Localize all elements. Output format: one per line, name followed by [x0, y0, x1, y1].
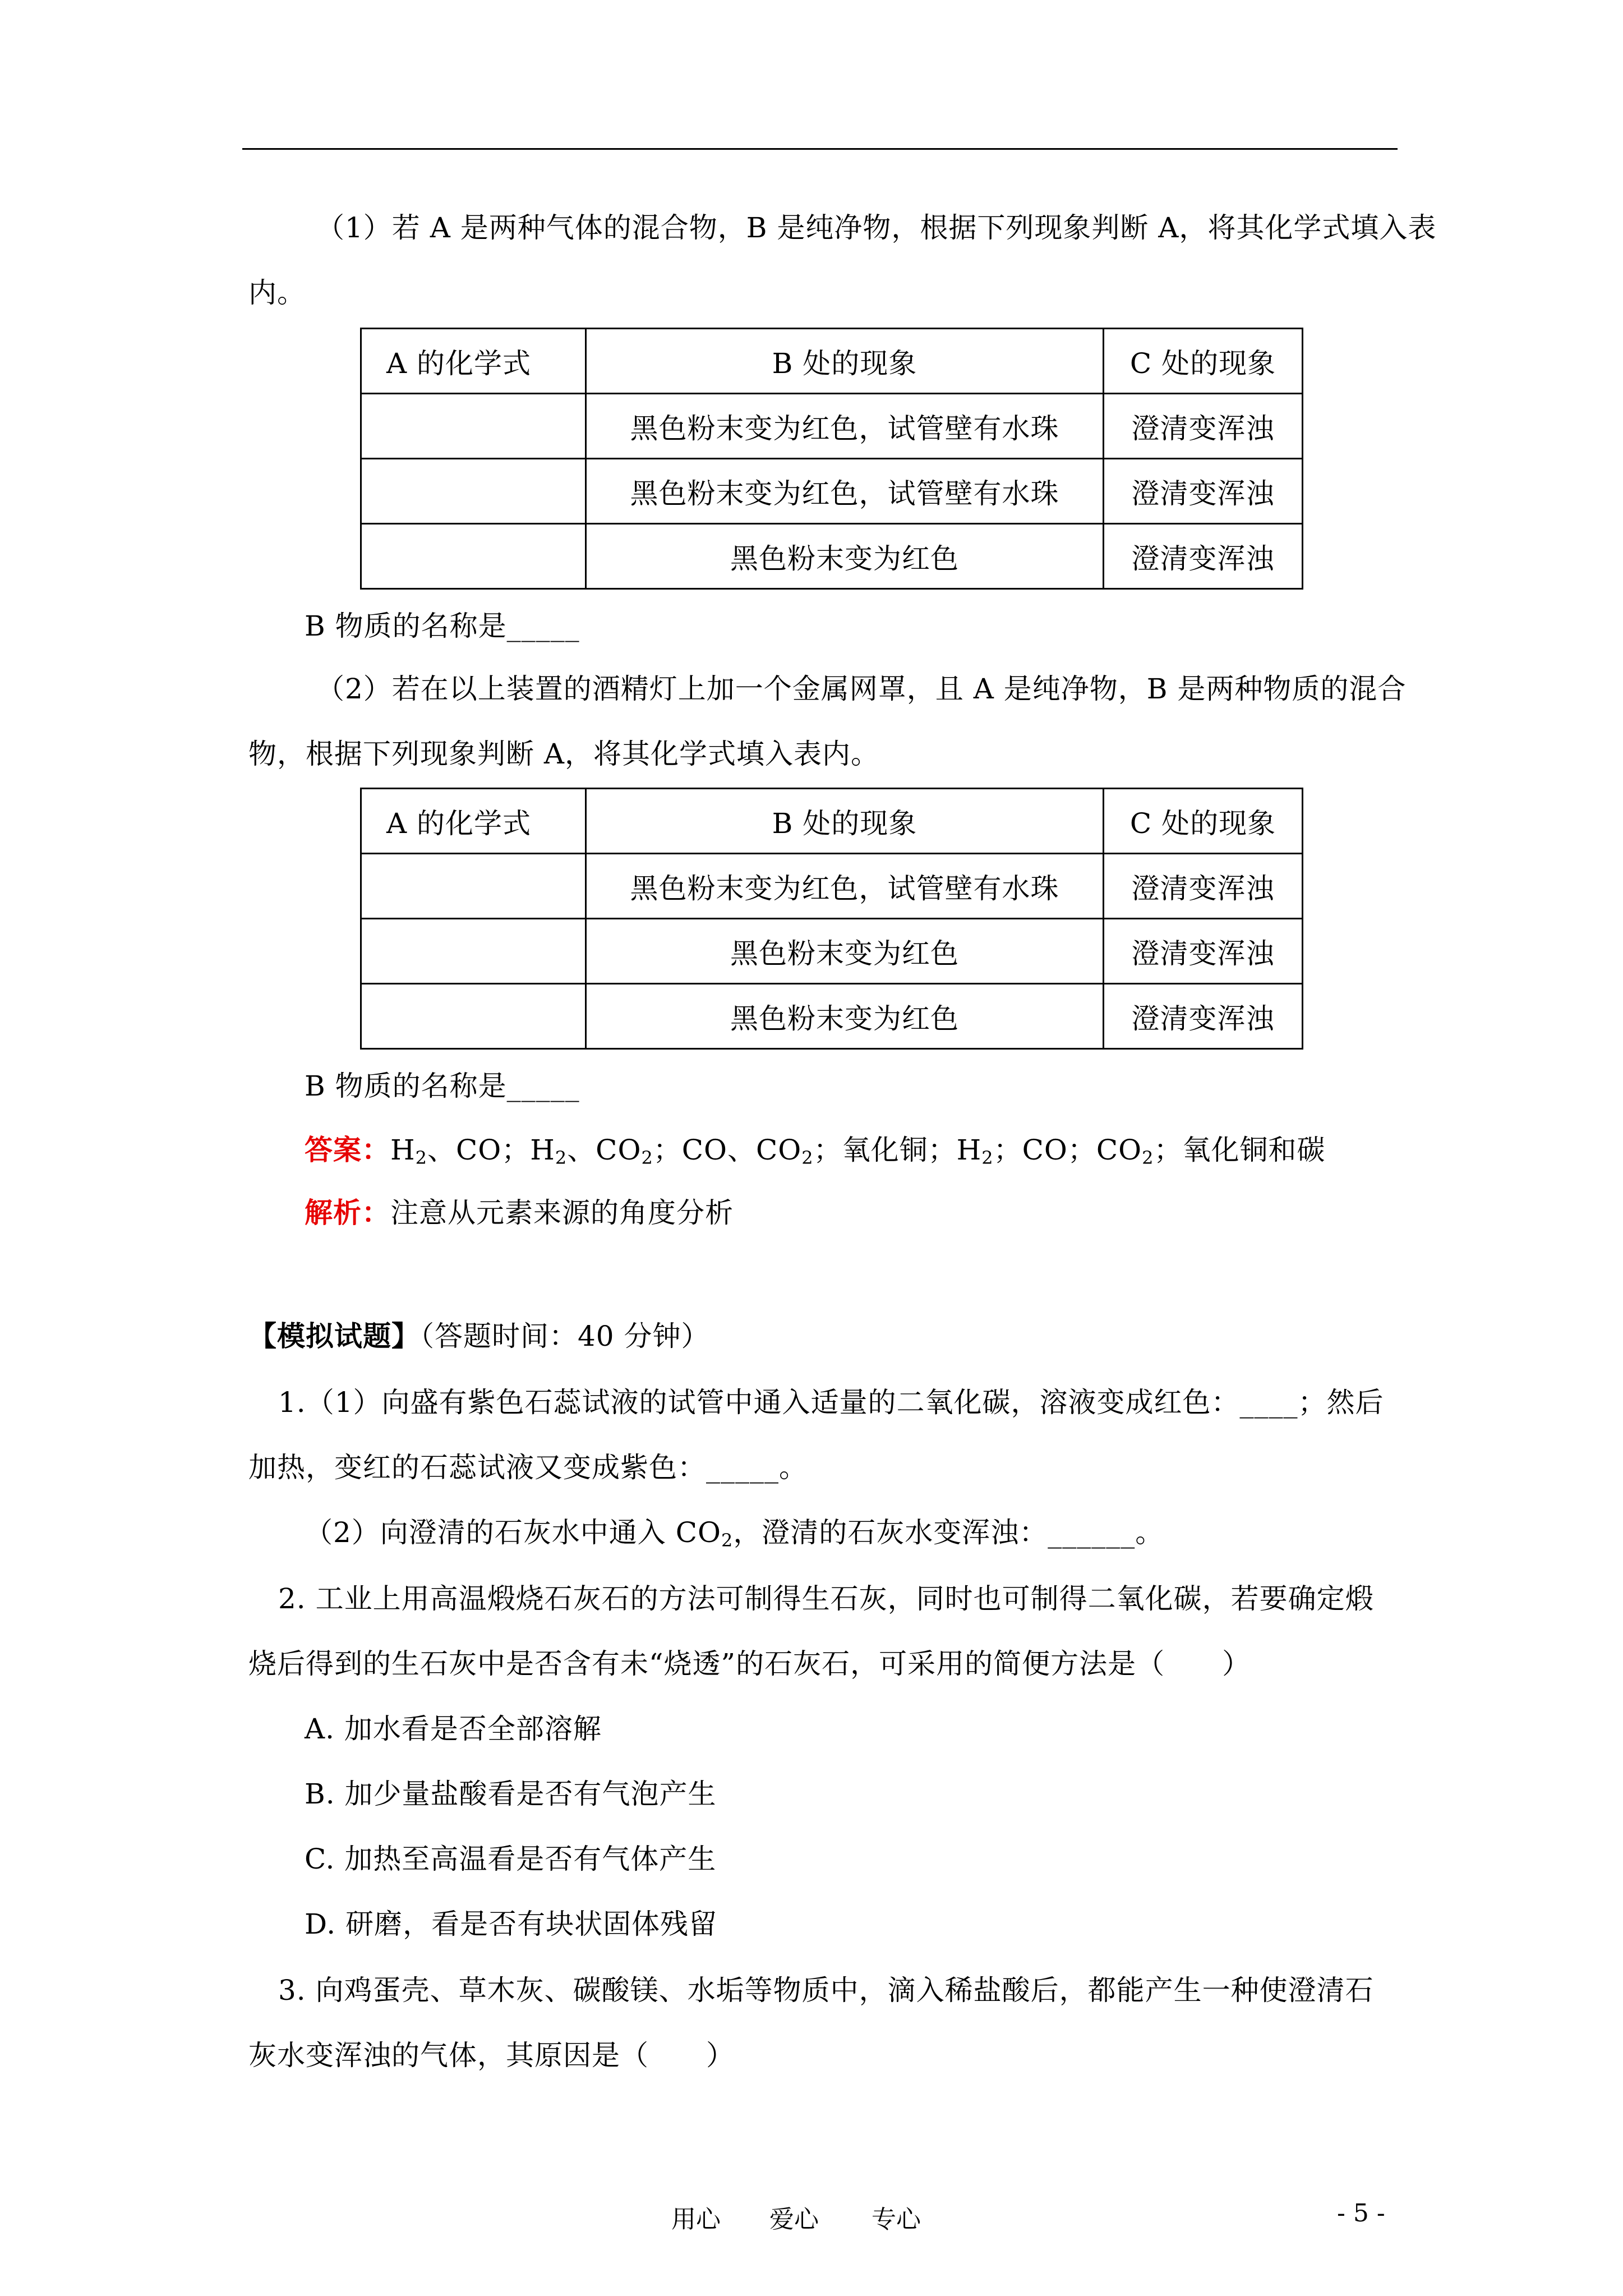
- q2-intro-line1: （2）若在以上装置的酒精灯上加一个金属网罩，且 A 是纯净物，B 是两种物质的混合: [316, 673, 1407, 705]
- q2-intro-line2: 物，根据下列现象判断 A，将其化学式填入表内。: [248, 738, 880, 770]
- analysis-text: 注意从元素来源的角度分析: [390, 1197, 734, 1229]
- subscript: 2: [1142, 1147, 1154, 1168]
- question-3-line2: 灰水变浑浊的气体，其原因是（ ）: [248, 2039, 735, 2072]
- mock-time: （答题时间：40 分钟）: [420, 1320, 710, 1352]
- question-3-line1: 3. 向鸡蛋壳、草木灰、碳酸镁、水垢等物质中，滴入稀盐酸后，都能产生一种使澄清石: [278, 1974, 1374, 2007]
- q1-intro-line2: 内。: [248, 277, 306, 309]
- mock-heading: [248, 1318, 710, 1354]
- c-phenomenon-cell: 澄清变浑浊: [1104, 524, 1303, 589]
- header-cell: C 处的现象: [1104, 789, 1303, 854]
- c-phenomenon-cell: 澄清变浑浊: [1104, 459, 1303, 524]
- table-row: [361, 854, 1303, 919]
- page-number: - 5 -: [1337, 2199, 1385, 2228]
- formula-cell: [361, 459, 586, 524]
- answer-text: ；氧化铜和碳: [1154, 1134, 1326, 1166]
- answer-text: ；氧化铜；H: [813, 1134, 982, 1166]
- formula-cell: [361, 854, 586, 919]
- question-text: ，澄清的石灰水变浑浊：______。: [733, 1516, 1164, 1549]
- option-c: C. 加热至高温看是否有气体产生: [305, 1843, 717, 1875]
- subscript: 2: [981, 1147, 994, 1168]
- b-phenomenon-cell: 黑色粉末变为红色: [586, 524, 1104, 589]
- b-phenomenon-cell: 黑色粉末变为红色: [586, 919, 1104, 984]
- header-cell: C 处的现象: [1104, 329, 1303, 394]
- question-2-line2: 烧后得到的生石灰中是否含有未“烧透”的石灰石，可采用的简便方法是（ ）: [248, 1648, 1251, 1680]
- c-phenomenon-cell: 澄清变浑浊: [1104, 919, 1303, 984]
- b-phenomenon-cell: 黑色粉末变为红色，试管壁有水珠: [586, 459, 1104, 524]
- b-phenomenon-cell: 黑色粉末变为红色，试管壁有水珠: [586, 394, 1104, 459]
- question-1-line1: 1.（1）向盛有紫色石蕊试液的试管中通入适量的二氧化碳，溶液变成红色：____；然后: [278, 1386, 1384, 1419]
- question-1b: [305, 1515, 1164, 1550]
- answer-text: ；CO、CO: [653, 1134, 802, 1166]
- answer-line: [305, 1132, 1325, 1168]
- formula-cell: [361, 919, 586, 984]
- q1-intro-line1: （1）若 A 是两种气体的混合物，B 是纯净物，根据下列现象判断 A，将其化学式填入表: [316, 211, 1437, 244]
- answer-text: 、CO: [567, 1134, 642, 1166]
- header-rule: [242, 148, 1398, 150]
- footer-slogan-1: 用心: [671, 2205, 721, 2234]
- q2-table: [360, 788, 1303, 1050]
- table-row: [361, 919, 1303, 984]
- subscript: 2: [555, 1147, 568, 1168]
- mock-title: 【模拟试题】: [248, 1319, 420, 1352]
- c-phenomenon-cell: 澄清变浑浊: [1104, 394, 1303, 459]
- q2-b-name: B 物质的名称是_____: [305, 1070, 580, 1102]
- c-phenomenon-cell: 澄清变浑浊: [1104, 984, 1303, 1049]
- table-row: [361, 459, 1303, 524]
- table-row: [361, 984, 1303, 1049]
- question-2-line1: 2. 工业上用高温煅烧石灰石的方法可制得生石灰，同时也可制得二氧化碳，若要确定煅: [278, 1582, 1374, 1615]
- option-a: A. 加水看是否全部溶解: [305, 1713, 602, 1745]
- table-row: [361, 394, 1303, 459]
- answer-label: 答案：: [305, 1133, 390, 1166]
- option-d: D. 研磨，看是否有块状固体残留: [305, 1908, 718, 1940]
- q1-table: [360, 328, 1303, 590]
- b-phenomenon-cell: 黑色粉末变为红色: [586, 984, 1104, 1049]
- footer-slogan-3: 专心: [872, 2205, 921, 2234]
- question-text: （2）向澄清的石灰水中通入 CO: [305, 1516, 721, 1549]
- analysis-label: 解析：: [305, 1196, 390, 1229]
- answer-text: H: [390, 1134, 416, 1166]
- analysis-line: [305, 1195, 734, 1231]
- answer-text: ；CO；CO: [993, 1134, 1142, 1166]
- c-phenomenon-cell: 澄清变浑浊: [1104, 854, 1303, 919]
- header-cell: A 的化学式: [361, 329, 586, 394]
- b-phenomenon-cell: 黑色粉末变为红色，试管壁有水珠: [586, 854, 1104, 919]
- question-1-line2: 加热，变红的石蕊试液又变成紫色：_____。: [248, 1451, 808, 1484]
- subscript: 2: [641, 1147, 653, 1168]
- header-cell: B 处的现象: [586, 789, 1104, 854]
- formula-cell: [361, 394, 586, 459]
- option-b: B. 加少量盐酸看是否有气泡产生: [305, 1778, 717, 1810]
- table-header-row: [361, 329, 1303, 394]
- subscript: 2: [721, 1530, 734, 1551]
- subscript: 2: [415, 1147, 427, 1168]
- header-cell: A 的化学式: [361, 789, 586, 854]
- answer-text: 、CO；H: [427, 1134, 555, 1166]
- formula-cell: [361, 984, 586, 1049]
- q1-b-name: B 物质的名称是_____: [305, 610, 580, 642]
- table-header-row: [361, 789, 1303, 854]
- subscript: 2: [801, 1147, 814, 1168]
- header-cell: B 处的现象: [586, 329, 1104, 394]
- table-row: [361, 524, 1303, 589]
- footer-slogan-2: 爱心: [769, 2205, 819, 2234]
- formula-cell: [361, 524, 586, 589]
